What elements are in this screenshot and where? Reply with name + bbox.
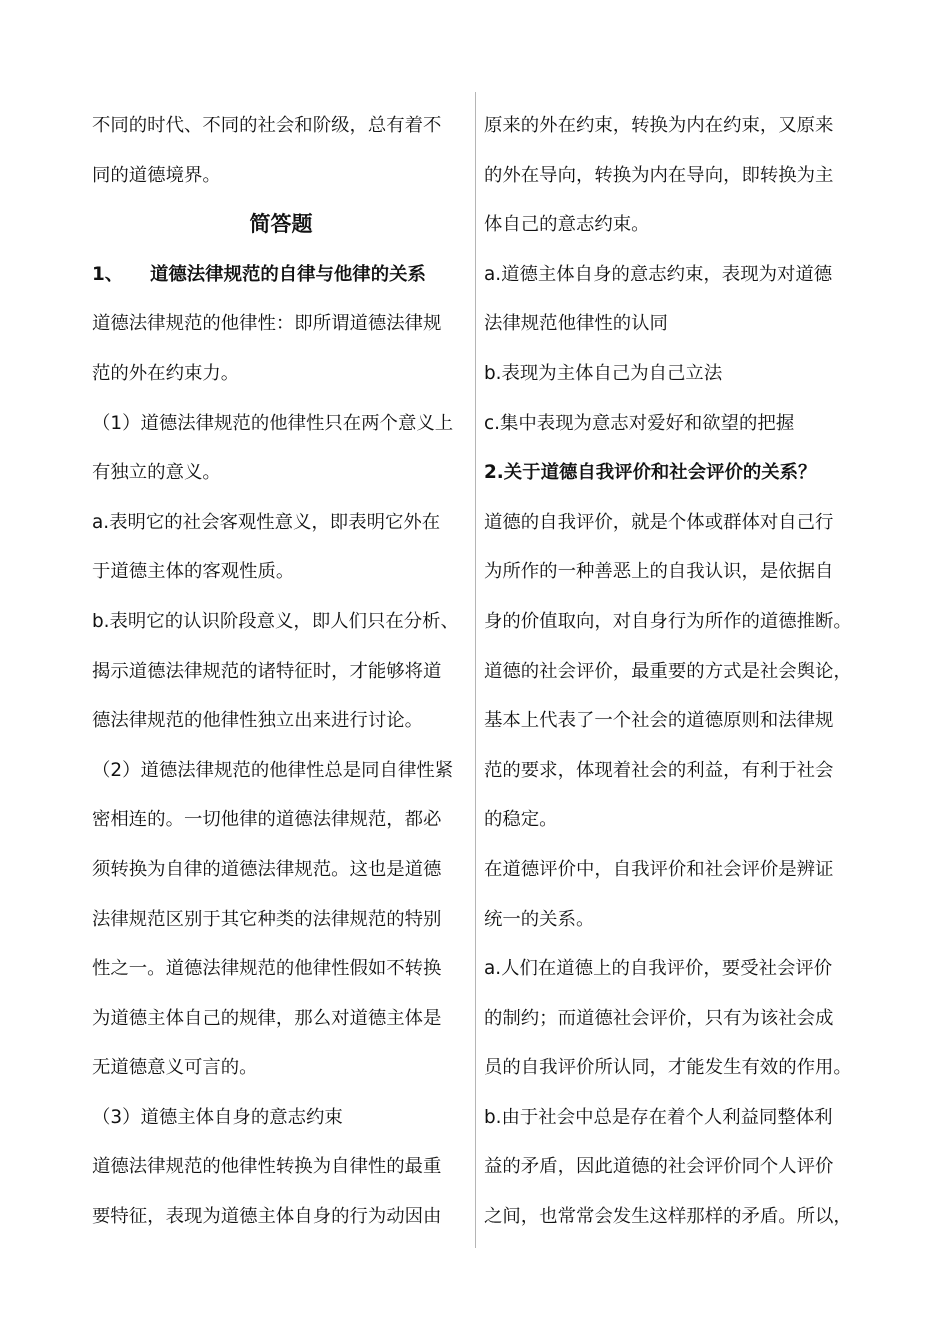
text-line: 体自己的意志约束。	[484, 214, 650, 236]
text-line: 范的外在约束力。	[92, 362, 240, 384]
text-line: （2）道德法律规范的他律性总是同自律性紧	[92, 759, 454, 781]
text-line: c.集中表现为意志对爱好和欲望的把握	[484, 412, 795, 434]
text-line: 德法律规范的他律性独立出来进行讨论。	[92, 710, 424, 732]
text-line: 要特征，表现为道德主体自身的行为动因由	[92, 1206, 442, 1228]
text-line: 道德法律规范的他律性：即所谓道德法律规	[92, 313, 442, 335]
text-line: 统一的关系。	[484, 908, 595, 930]
text-line: 员的自我评价所认同，才能发生有效的作用。	[484, 1057, 852, 1079]
text-line: 在道德评价中，自我评价和社会评价是辨证	[484, 858, 834, 880]
question-heading-2: 2.关于道德自我评价和社会评价的关系？	[484, 462, 817, 484]
text-line: b.表现为主体自己为自己立法	[484, 362, 723, 384]
text-line: 密相连的。一切他律的道德法律规范，都必	[92, 809, 442, 831]
text-line: 须转换为自律的道德法律规范。这也是道德	[92, 858, 442, 880]
text-line: 不同的时代、不同的社会和阶级，总有着不	[92, 115, 442, 136]
text-line: 有独立的意义。	[92, 462, 221, 484]
text-line: 为道德主体自己的规律，那么对道德主体是	[92, 1007, 442, 1029]
text-line: 原来的外在约束，转换为内在约束，又原来	[484, 115, 834, 136]
column-divider	[475, 92, 476, 1248]
heading-text: 道德法律规范的自律与他律的关系	[150, 263, 426, 285]
text-line: 道德的自我评价，就是个体或群体对自己行	[484, 511, 834, 533]
text-line: 的制约；而道德社会评价，只有为该社会成	[484, 1007, 834, 1029]
text-line: 无道德意义可言的。	[92, 1057, 258, 1079]
text-line: a.表明它的社会客观性意义，即表明它外在	[92, 511, 441, 533]
text-line: a.人们在道德上的自我评价，要受社会评价	[484, 958, 833, 980]
text-line: 之间，也常常会发生这样那样的矛盾。所以，	[484, 1206, 852, 1228]
right-column	[484, 101, 864, 1242]
text-line: 性之一。道德法律规范的他律性假如不转换	[92, 958, 442, 980]
text-line: 法律规范区别于其它种类的法律规范的特别	[92, 908, 442, 930]
heading-number: 1、	[92, 263, 124, 285]
text-line: 益的矛盾，因此道德的社会评价同个人评价	[484, 1156, 834, 1178]
text-line: a.道德主体自身的意志约束，表现为对道德	[484, 263, 833, 285]
text-line: b.表明它的认识阶段意义，即人们只在分析、	[92, 610, 459, 632]
section-title: 简答题	[249, 212, 313, 237]
text-line: （1）道德法律规范的他律性只在两个意义上	[92, 412, 454, 434]
text-line: 范的要求，体现着社会的利益，有利于社会	[484, 759, 834, 781]
text-line: b.由于社会中总是存在着个人利益同整体利	[484, 1106, 833, 1128]
text-line: 的外在导向，转换为内在导向，即转换为主	[484, 164, 834, 186]
question-heading-1	[92, 250, 470, 300]
text-line: 法律规范他律性的认同	[484, 313, 668, 335]
text-line: 揭示道德法律规范的诸特征时，才能够将道	[92, 660, 442, 682]
text-line: （3）道德主体自身的意志约束	[92, 1106, 343, 1128]
text-line: 同的道德境界。	[92, 164, 221, 186]
text-line: 道德的社会评价，最重要的方式是社会舆论，	[484, 660, 852, 682]
text-line: 的稳定。	[484, 809, 558, 831]
left-column	[92, 101, 470, 1242]
text-line: 道德法律规范的他律性转换为自律性的最重	[92, 1156, 442, 1178]
text-line: 身的价值取向，对自身行为所作的道德推断。	[484, 610, 852, 632]
text-line: 基本上代表了一个社会的道德原则和法律规	[484, 710, 834, 732]
text-line: 为所作的一种善恶上的自我认识，是依据自	[484, 561, 834, 583]
text-line: 于道德主体的客观性质。	[92, 561, 295, 583]
